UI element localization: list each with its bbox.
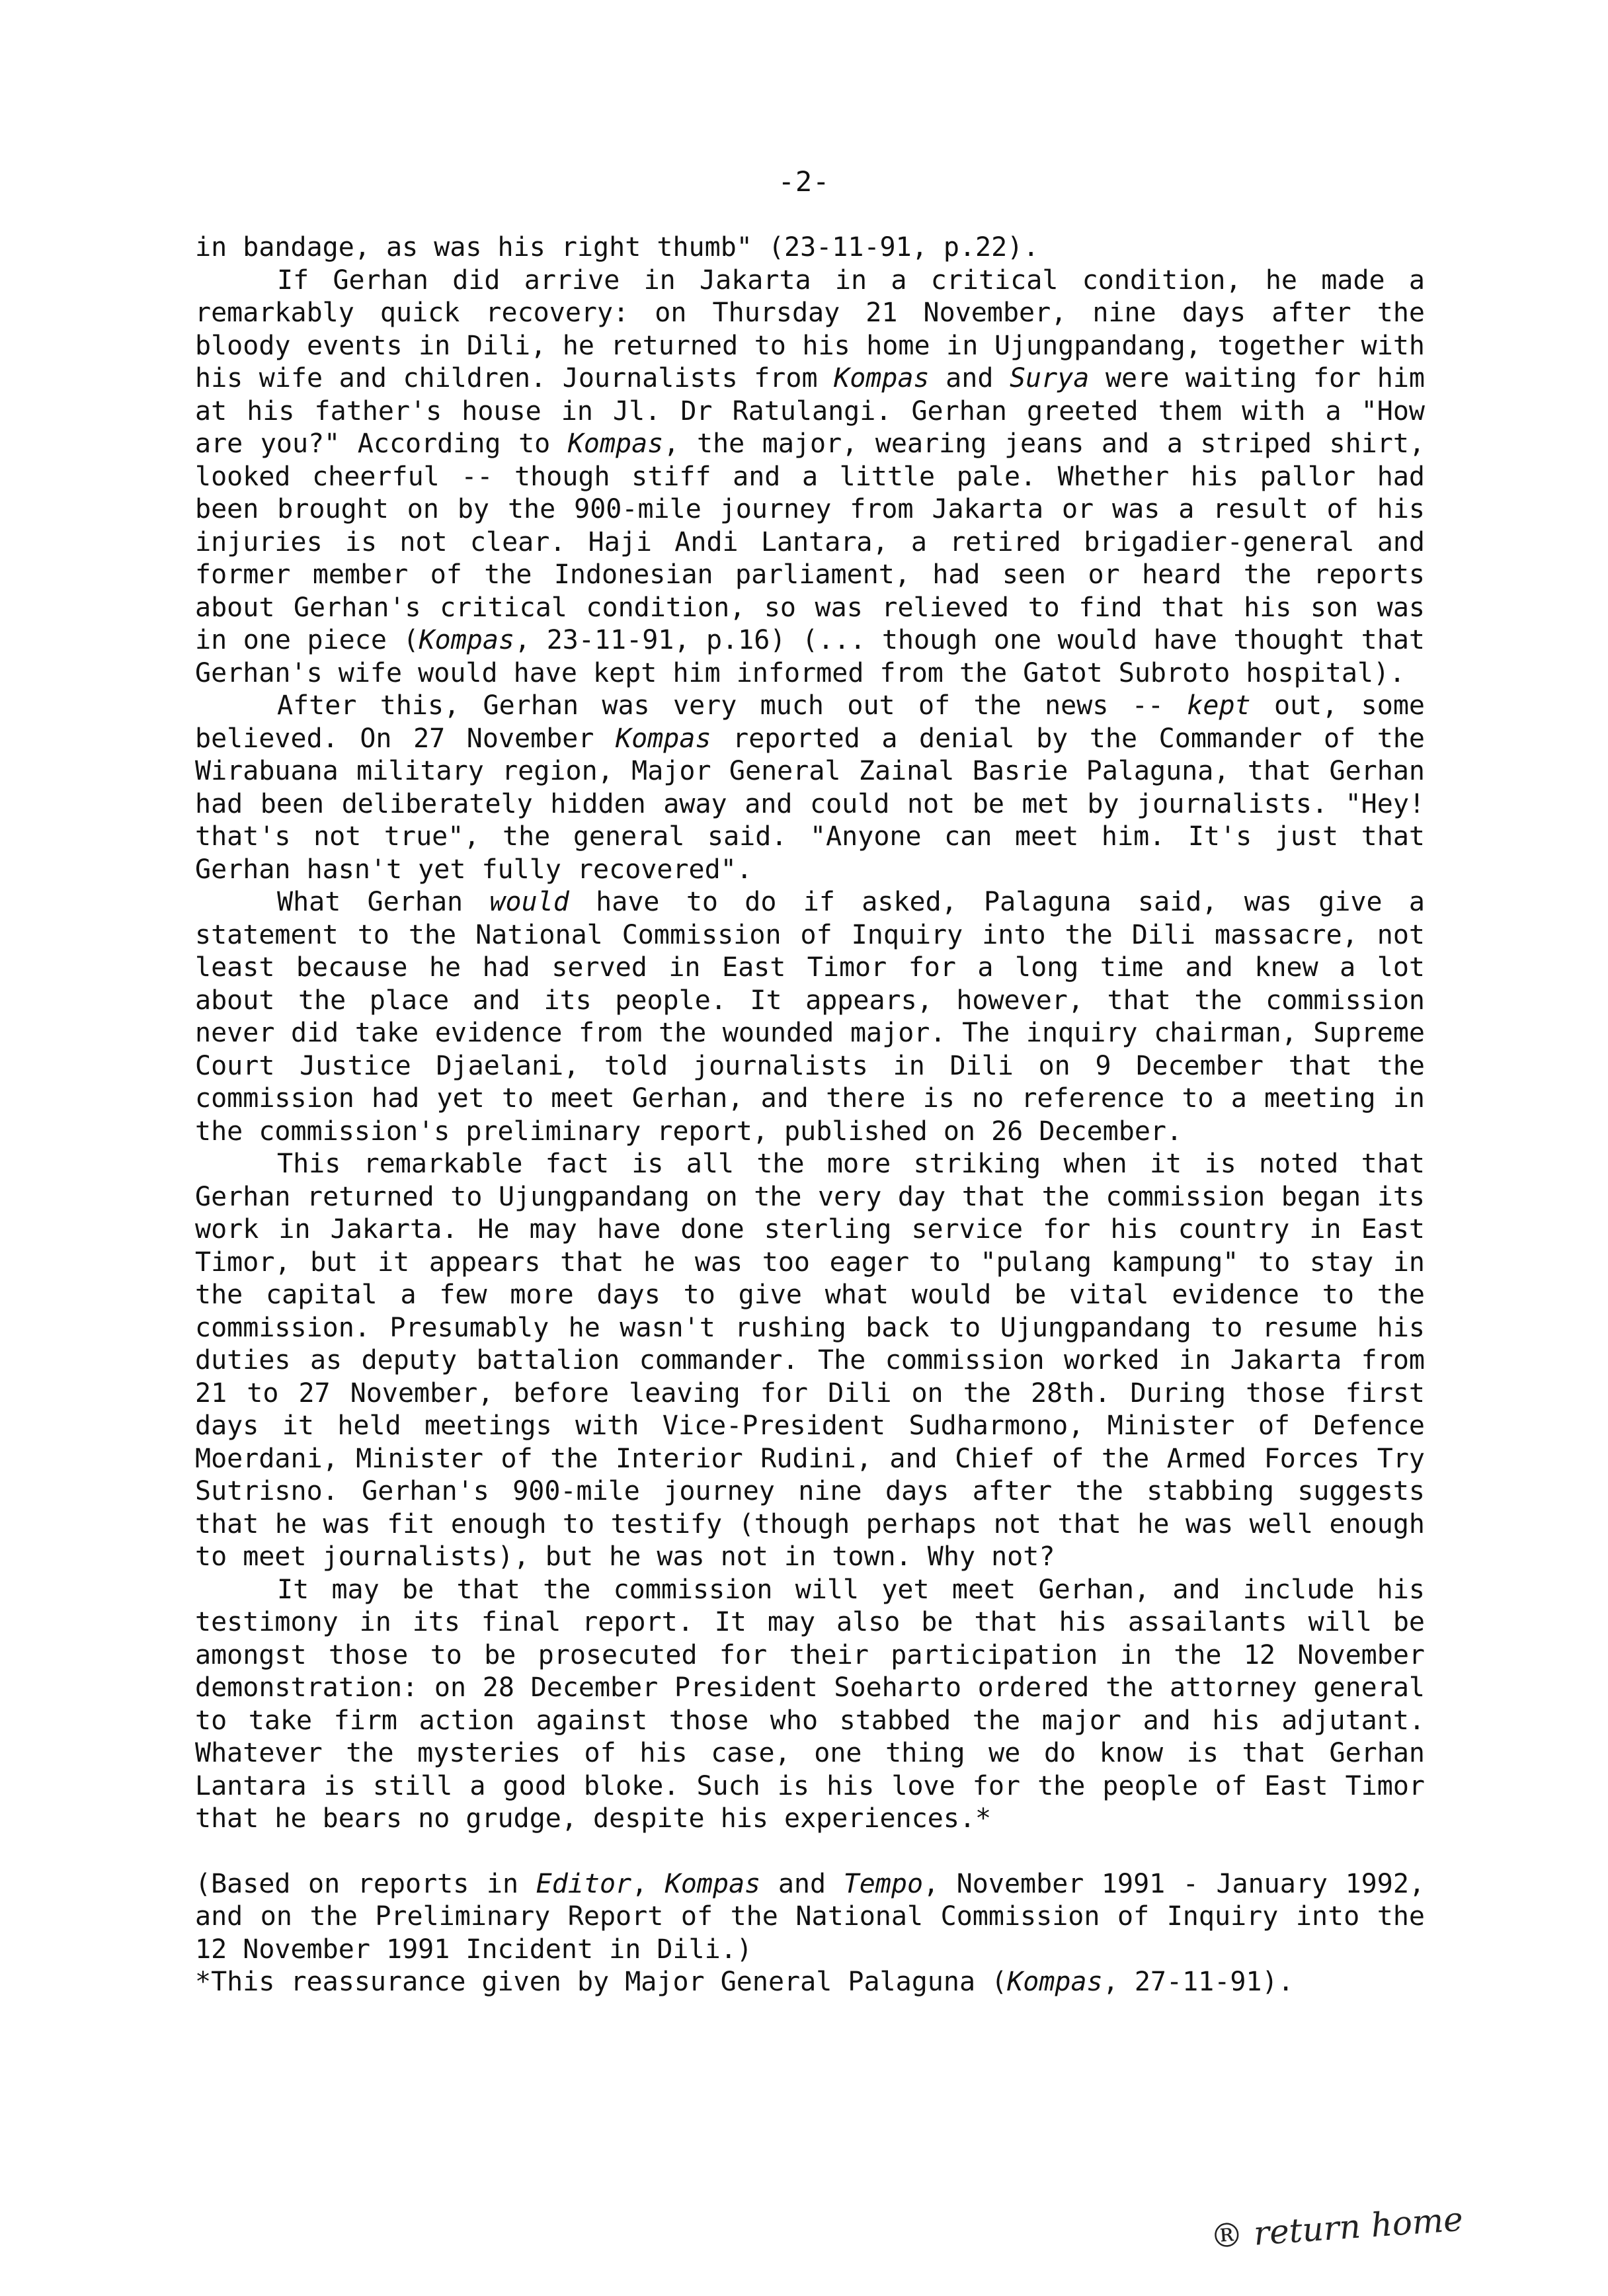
- sources-note: [195, 1868, 1425, 1967]
- paragraph-3: [195, 886, 1425, 1148]
- text-run: reported a denial by the Commander of the Wirabuana military region, Major General Zainal Basrie Palaguna, that Gerhan had been deliberately hidden away and could not be met by journalists. "Hey! that's not true", the general said. "Anyone can meet him. It's just that Gerhan hasn't yet fully recovered".: [195, 723, 1425, 885]
- handwritten-annotation: ® return home: [1209, 2199, 1465, 2256]
- publication-name: Editor: [536, 1868, 632, 1899]
- text-run: , 27-11-91).: [1102, 1967, 1294, 1997]
- text-run: *This reassurance given by Major General Palaguna (: [195, 1967, 1008, 1997]
- text-run: What Gerhan: [277, 887, 490, 917]
- paragraph-1: [195, 265, 1425, 690]
- text-run: were waiting for him at his father's house in Jl. Dr Ratulangi. Gerhan greeted them with a "How are you?" According to: [195, 363, 1425, 459]
- text-run: and: [929, 363, 1010, 393]
- emphasis: kept: [1187, 690, 1251, 721]
- publication-name: Surya: [1009, 363, 1090, 393]
- publication-name: Kompas: [567, 429, 664, 459]
- publication-name: Kompas: [616, 723, 711, 754]
- paragraph-0: in bandage, as was his right thumb" (23-11-91, p.22).: [195, 232, 1039, 263]
- publication-name: Kompas: [1007, 1967, 1103, 1997]
- footnote: [195, 1966, 1425, 1999]
- text-run: , the major, wearing jeans and a striped shirt, looked cheerful -- though stiff and a little pale. Whether his pallor had been brought on by the 900-mile journey from Jakarta or was a result of his injuries is not clear. Haji Andi Lantara, a retired brigadier-general and former member of the Indonesian parliament, had seen or heard the reports about Gerhan's critical condition, so was relieved to find that his son was in one piece (: [195, 429, 1426, 655]
- text-run: and: [760, 1868, 844, 1899]
- text-run: , 23-11-91, p.16) (... though one would have thought that Gerhan's wife would have kept him informed from the Gatot Subroto hospital).: [195, 625, 1425, 688]
- text-run: , November 1991 - January 1992, and on the Preliminary Report of the National Commission of Inquiry into the 12 November 1991 Incident in Dili.): [195, 1868, 1425, 1965]
- text-run: After this, Gerhan was very much out of the news --: [277, 690, 1187, 721]
- publication-name: Kompas: [834, 363, 930, 393]
- publication-name: Tempo: [843, 1868, 924, 1899]
- text-run: have to do if asked, Palaguna said, was give a statement to the National Commission of Inquiry into the Dili massacre, not least because he had served in East Timor for a long time and knew a lot about the place and its people. It appears, however, that the commission never did take evidence from the wounded major. The inquiry chairman, Supreme Court Justice Djaelani, told journalists in Dili on 9 December that the commission had yet to meet Gerhan, and there is no reference to a meeting in the commission's preliminary report, published on 26 December.: [195, 887, 1426, 1147]
- article-body: [195, 231, 1425, 1999]
- text-run: out, some believed. On 27 November: [195, 690, 1425, 754]
- page-number: -2-: [778, 165, 830, 198]
- paragraph-5: It may be that the commission will yet meet Gerhan, and include his testimony in its final report. It may also be that his assailants will be amongst those to be prosecuted for their participation in the 12 November demonstration: on 28 December President Soeharto ordered the attorney general to take firm action against those who stabbed the major and his adjutant. Whatever the mysteries of his case, one thing we do know is that Gerhan Lantara is still a good bloke. Such is his love for the people of East Timor that he bears no grudge, despite his experiences.*: [195, 1574, 1425, 1834]
- paragraph-2: [195, 690, 1425, 886]
- paragraph-4: This remarkable fact is all the more striking when it is noted that Gerhan returned to Ujungpandang on the very day that the commission began its work in Jakarta. He may have done sterling service for his country in East Timor, but it appears that he was too eager to "pulang kampung" to stay in the capital a few more days to give what would be vital evidence to the commission. Presumably he wasn't rushing back to Ujungpandang to resume his duties as deputy battalion commander. The commission worked in Jakarta from 21 to 27 November, before leaving for Dili on the 28th. During those first days it held meetings with Vice-President Sudharmono, Minister of Defence Moerdani, Minister of the Interior Rudini, and Chief of the Armed Forces Try Sutrisno. Gerhan's 900-mile journey nine days after the stabbing suggests that he was fit enough to testify (though perhaps not that he was well enough to meet journalists), but he was not in town. Why not?: [195, 1149, 1425, 1572]
- text-run: If Gerhan did arrive in Jakarta in a critical condition, he made a remarkably quick recovery: on Thursday 21 November, nine days after the bloody events in Dili, he returned to his home in Ujungpandang, together with his wife and children. Journalists from: [195, 265, 1425, 393]
- emphasis: would: [489, 887, 569, 917]
- text-run: (Based on reports in: [195, 1868, 536, 1899]
- text-run: ,: [631, 1868, 665, 1899]
- publication-name: Kompas: [664, 1868, 761, 1899]
- publication-name: Kompas: [419, 625, 515, 655]
